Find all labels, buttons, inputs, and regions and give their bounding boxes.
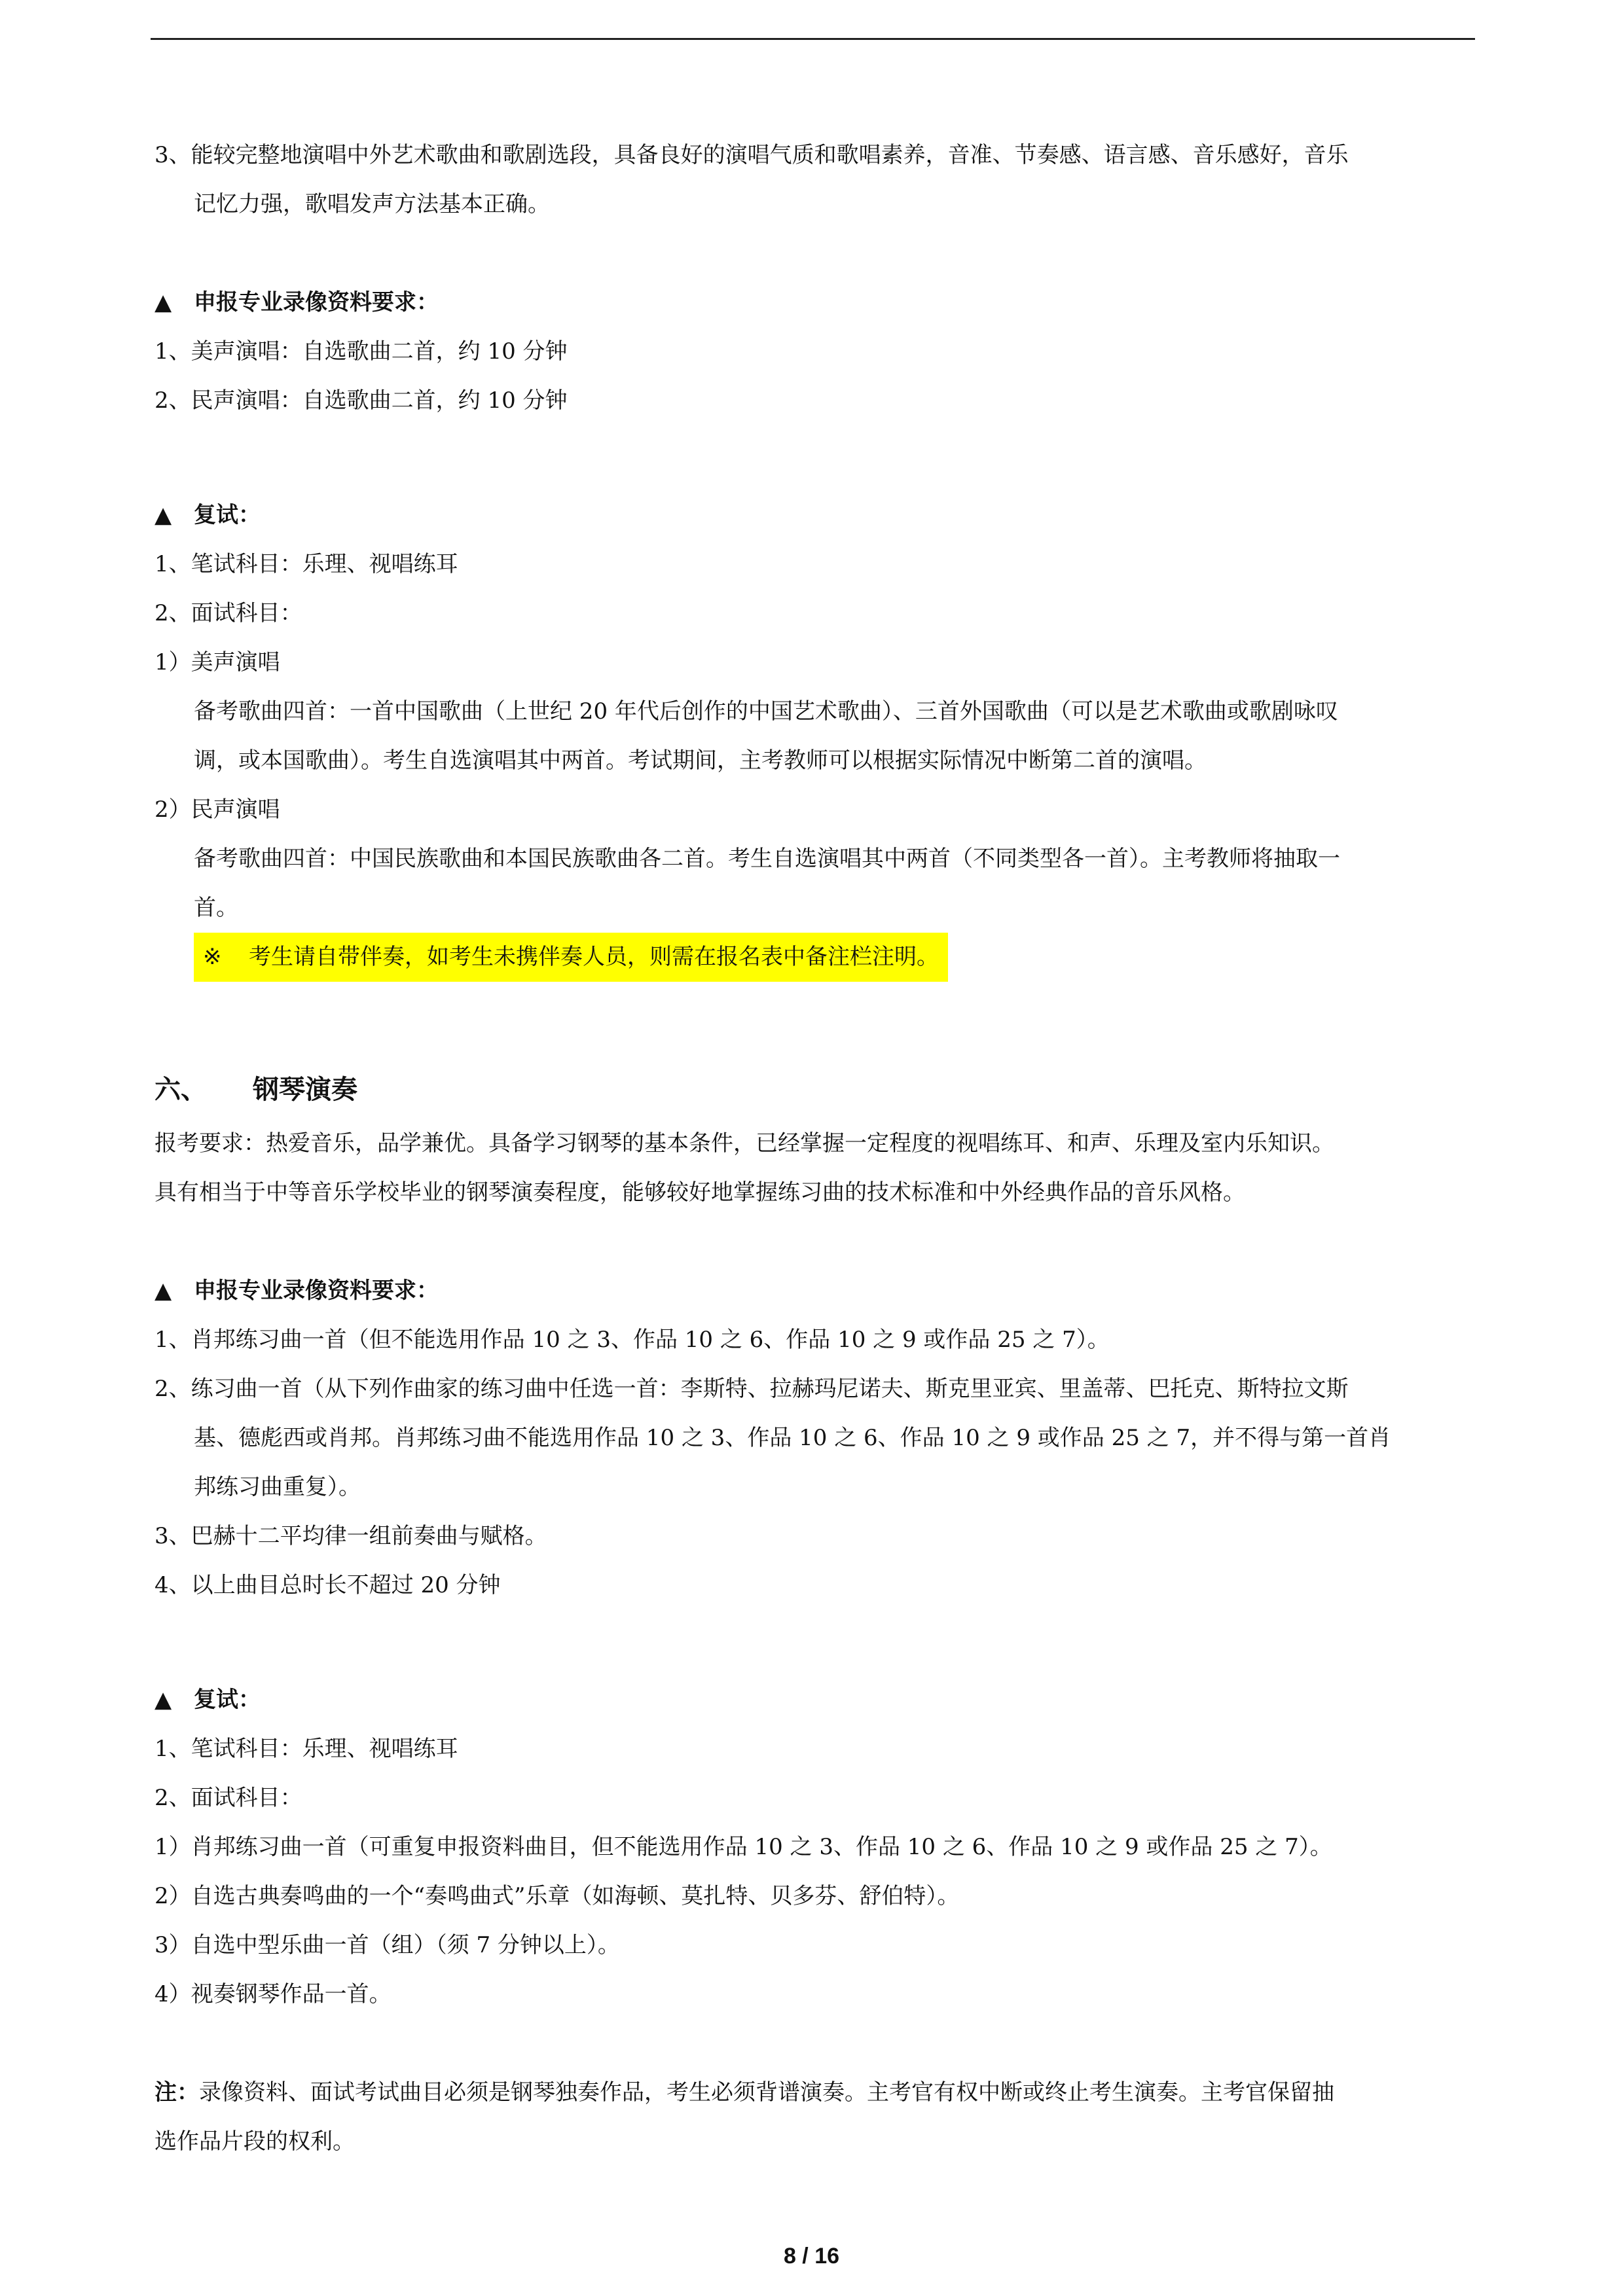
piano-retest-written: 1、笔试科目：乐理、视唱练耳 [155,1736,458,1762]
piano-interview-item: 1）肖邦练习曲一首（可重复申报资料曲目，但不能选用作品 10 之 3、作品 10 之 6、作品 10 之 9 或作品 25 之 7）。 [155,1834,1332,1860]
section6-title: 钢琴演奏 [253,1074,357,1105]
page-number: 8 / 16 [783,2244,840,2269]
triangle-icon: ▲ [155,289,172,315]
vocal-video-item: 2、民声演唱：自选歌曲二首，约 10 分钟 [155,387,568,414]
vocal-req-item3-line2: 记忆力强，歌唱发声方法基本正确。 [194,191,550,217]
triangle-icon: ▲ [155,1687,172,1713]
piano-video-item1: 1、肖邦练习曲一首（但不能选用作品 10 之 3、作品 10 之 6、作品 10 之 9 或作品 25 之 7）。 [155,1327,1110,1353]
bel-canto-line2: 调，或本国歌曲）。考生自选演唱其中两首。考试期间，主考教师可以根据实际情况中断第二首的演唱。 [194,747,1207,774]
piano-req-line2: 具有相当于中等音乐学校毕业的钢琴演奏程度，能够较好地掌握练习曲的技术标准和中外经典作品的音乐风格。 [155,1179,1245,1206]
vocal-retest-written: 1、笔试科目：乐理、视唱练耳 [155,551,458,577]
piano-interview-item: 2）自选古典奏鸣曲的一个“奏鸣曲式”乐章（如海顿、莫扎特、贝多芬、舒伯特）。 [155,1883,960,1909]
section6-heading [155,1060,1477,1119]
vocal-retest-heading: ▲ 复试： [155,491,1477,540]
piano-video-item3: 3、巴赫十二平均律一组前奏曲与赋格。 [155,1523,547,1549]
piano-interview-item: 3）自选中型乐曲一首（组）（须 7 分钟以上）。 [155,1932,620,1958]
piano-video-item2-line2: 基、德彪西或肖邦。肖邦练习曲不能选用作品 10 之 3、作品 10 之 6、作品 10 之 9 或作品 25 之 7，并不得与第一首肖 [194,1425,1391,1451]
triangle-icon: ▲ [155,502,172,528]
piano-retest-heading: ▲ 复试： [155,1676,1477,1725]
piano-note-line2: 选作品片段的权利。 [155,2128,355,2155]
page-content [155,131,1477,2166]
vocal-video-heading: ▲ 申报专业录像资料要求： [155,278,1477,327]
highlighted-accompaniment-note: ※ 考生请自带伴奏，如考生未携伴奏人员，则需在报名表中备注栏注明。 [194,933,948,982]
piano-video-item2-line3: 邦练习曲重复）。 [194,1474,361,1500]
bel-canto-line1: 备考歌曲四首：一首中国歌曲（上世纪 20 年代后创作的中国艺术歌曲）、三首外国歌曲（可以是艺术歌曲或歌剧咏叹 [194,698,1338,725]
piano-req-line1: 报考要求：热爱音乐，品学兼优。具备学习钢琴的基本条件，已经掌握一定程度的视唱练耳、和声、乐理及室内乐知识。 [155,1130,1334,1157]
note-label: 注： [155,2079,199,2106]
reference-mark-icon: ※ [203,944,222,970]
bel-canto-title: 1）美声演唱 [155,649,280,675]
folk-title: 2）民声演唱 [155,797,280,823]
folk-line2: 首。 [194,895,238,921]
triangle-icon: ▲ [155,1278,172,1304]
vocal-req-item3-line1: 3、能较完整地演唱中外艺术歌曲和歌剧选段，具备良好的演唱气质和歌唱素养，音准、节奏感、语言感、音乐感好，音乐 [155,142,1349,168]
piano-video-item2-line1: 2、练习曲一首（从下列作曲家的练习曲中任选一首：李斯特、拉赫玛尼诺夫、斯克里亚宾、里盖蒂、巴托克、斯特拉文斯 [155,1376,1349,1402]
piano-video-heading: ▲ 申报专业录像资料要求： [155,1266,1477,1316]
piano-note-line1: 注：录像资料、面试考试曲目必须是钢琴独奏作品，考生必须背谱演奏。主考官有权中断或终止考生演奏。主考官保留抽 [155,2079,1334,2106]
vocal-video-item: 1、美声演唱：自选歌曲二首，约 10 分钟 [155,338,568,365]
vocal-retest-interview: 2、面试科目： [155,600,302,626]
piano-retest-interview: 2、面试科目： [155,1785,302,1811]
section6-number: 六、 [155,1074,207,1105]
piano-interview-item: 4）视奏钢琴作品一首。 [155,1981,392,2007]
folk-line1: 备考歌曲四首：中国民族歌曲和本国民族歌曲各二首。考生自选演唱其中两首（不同类型各一首）。主考教师将抽取一 [194,846,1340,872]
piano-video-item4: 4、以上曲目总时长不超过 20 分钟 [155,1572,501,1598]
header-rule [151,38,1475,40]
